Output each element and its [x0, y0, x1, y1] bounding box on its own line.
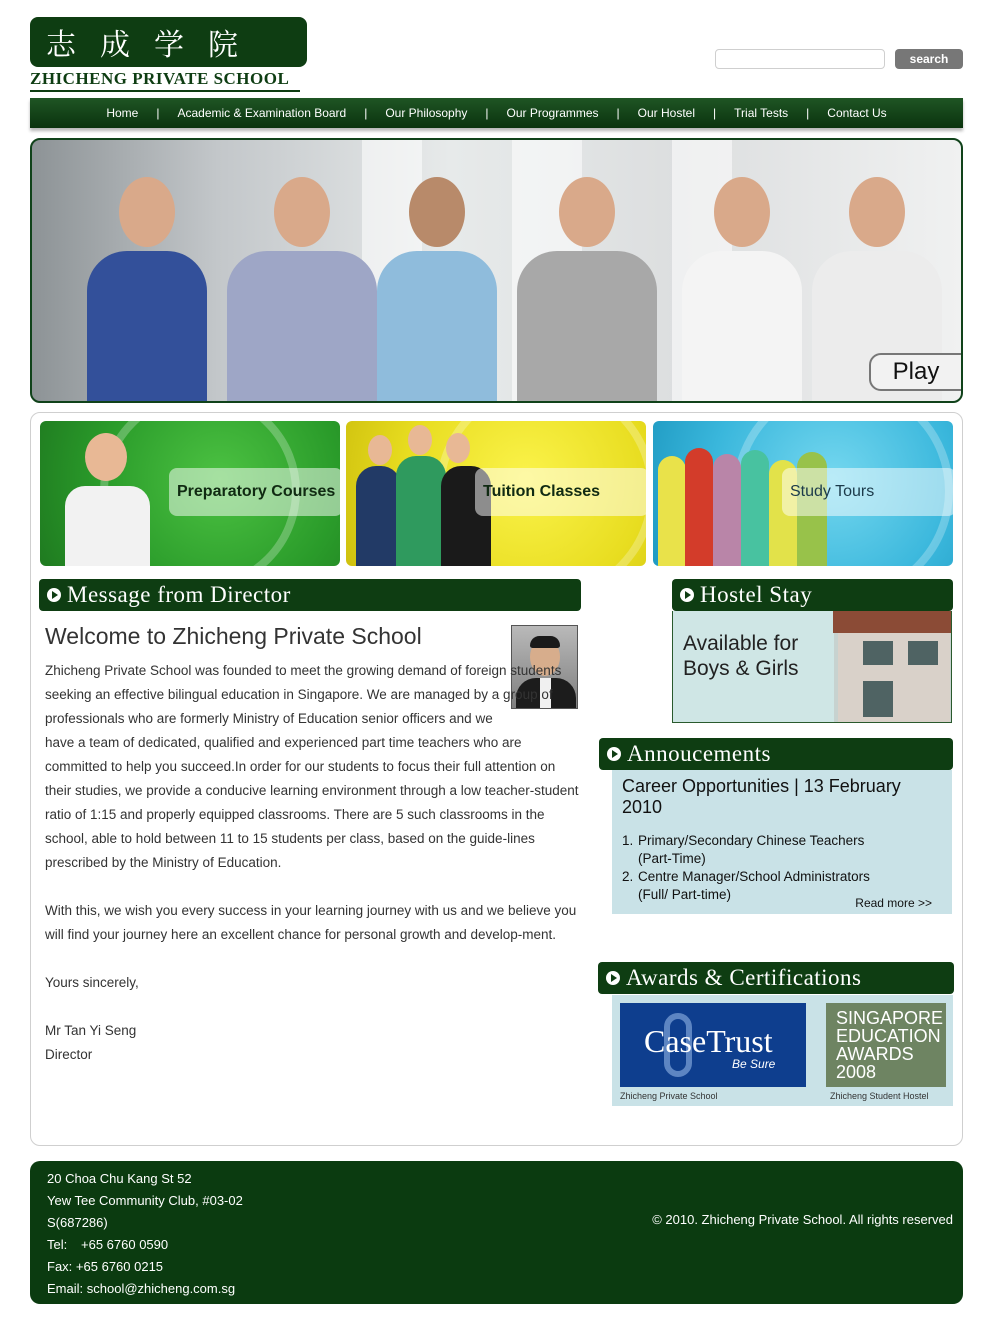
hero-student-photo: [517, 177, 657, 403]
promo-tuition-classes[interactable]: [346, 421, 646, 566]
nav-contact[interactable]: Contact Us: [827, 106, 887, 120]
message-closing: Yours sincerely,: [45, 975, 139, 990]
nav-separator: |: [156, 106, 160, 120]
nav-hostel[interactable]: Our Hostel: [637, 106, 696, 120]
nav-separator: |: [713, 106, 717, 120]
read-more-link[interactable]: Read more >>: [855, 896, 932, 910]
director-section-header: [39, 579, 581, 611]
main-nav: [30, 98, 963, 128]
section-title: Message from Director: [67, 582, 291, 607]
award-caption: Zhicheng Private School: [620, 1091, 718, 1101]
message-paragraph: With this, we wish you every success in your learning journey with us and we believe you will find your journey here an excellent chance for personal growth and develop-ment.: [45, 903, 577, 942]
promo-study-tours[interactable]: [653, 421, 953, 566]
announcement-list: [622, 832, 942, 904]
main-content: [30, 412, 963, 1146]
footer-address: 20 Choa Chu Kang St 52 Yew Tee Community Club, #03-02 S(687286) Tel: +65 6760 0590 Fax: +65 6760 0215 Email: school@zhicheng.com.sg: [47, 1168, 243, 1300]
casetrust-tagline: Be Sure: [732, 1057, 776, 1071]
footer: [30, 1161, 963, 1304]
logo-english: ZHICHENG PRIVATE SCHOOL: [30, 69, 290, 88]
section-title: Annoucements: [627, 741, 771, 766]
bullet-arrow-icon: [680, 588, 694, 602]
award-caption: Zhicheng Student Hostel: [830, 1091, 929, 1101]
nav-separator: |: [485, 106, 489, 120]
promo-label: Study Tours: [782, 468, 953, 516]
hostel-line: Available for: [683, 632, 799, 655]
nav-programmes[interactable]: Our Programmes: [506, 106, 599, 120]
hostel-banner[interactable]: [672, 611, 952, 723]
hero-student-photo: [227, 177, 377, 403]
message-paragraph: Zhicheng Private School was founded to meet the growing demand of foreign students seeking an effective bilingual education in Singapore. We are managed by a group of professionals who are formerly Ministry of Education senior officers and we: [45, 663, 562, 726]
director-name: Mr Tan Yi Seng: [45, 1023, 137, 1038]
promo-label: Tuition Classes: [475, 468, 646, 516]
bullet-arrow-icon: [606, 971, 620, 985]
casetrust-logo[interactable]: [620, 1003, 806, 1087]
logo-chinese: 志成学院: [30, 17, 307, 67]
footer-email[interactable]: Email: school@zhicheng.com.sg: [47, 1281, 236, 1296]
nav-trial-tests[interactable]: Trial Tests: [734, 106, 789, 120]
bullet-arrow-icon: [47, 588, 61, 602]
search-button[interactable]: search: [895, 49, 963, 69]
announcement-headline[interactable]: Career Opportunities | 13 February 2010: [622, 776, 901, 817]
nav-separator: |: [806, 106, 810, 120]
announcements-panel: [612, 770, 952, 914]
awards-section-header: [598, 962, 954, 994]
director-title: Director: [45, 1047, 93, 1062]
director-message: [45, 659, 585, 1067]
nav-separator: |: [364, 106, 368, 120]
promo-label: Preparatory Courses: [169, 468, 340, 516]
footer-fax: Fax: +65 6760 0215: [47, 1259, 164, 1274]
footer-copyright: © 2010. Zhicheng Private School. All rights reserved: [652, 1212, 953, 1227]
awards-panel: [612, 995, 953, 1106]
casetrust-name: CaseTrust: [644, 1023, 773, 1059]
hostel-section-header: [672, 579, 953, 611]
hero-student-photo: [377, 177, 497, 403]
education-awards-logo[interactable]: SINGAPORE EDUCATION AWARDS 2008: [826, 1003, 946, 1087]
promo-preparatory-courses[interactable]: [40, 421, 340, 566]
play-button[interactable]: Play: [869, 353, 963, 391]
hero-student-photo: [87, 177, 207, 403]
footer-tel: Tel: +65 6760 0590: [47, 1237, 169, 1252]
hero-banner: [30, 138, 963, 403]
hero-student-photo: [682, 177, 802, 403]
site-logo[interactable]: [30, 17, 310, 92]
message-paragraph: have a team of dedicated, qualified and experienced part time teachers who are committed to help you succeed.In order for our students to focus their full attention on their studies, we provide a conducive learning environment through a low teacher-student ratio of 1:15 and properly equipped classrooms. There are 5 such classrooms in the school, able to hold between 11 to 15 students per class, based on the guide-lines prescribed by the Ministry of Education.: [45, 735, 579, 870]
nav-separator: |: [616, 106, 620, 120]
nav-academic-board[interactable]: Academic & Examination Board: [177, 106, 347, 120]
nav-philosophy[interactable]: Our Philosophy: [385, 106, 468, 120]
section-title: Hostel Stay: [700, 582, 813, 607]
bullet-arrow-icon: [607, 747, 621, 761]
welcome-heading: Welcome to Zhicheng Private School: [45, 623, 422, 649]
list-item: 2. Centre Manager/School Administrators (Full/ Part-time): [622, 869, 870, 902]
announcements-section-header: [599, 738, 953, 770]
search-input[interactable]: [715, 49, 885, 69]
nav-home[interactable]: Home: [106, 106, 139, 120]
hostel-line: Boys & Girls: [683, 657, 799, 680]
search-bar: [715, 49, 963, 69]
section-title: Awards & Certifications: [626, 965, 862, 990]
list-item: 1. Primary/Secondary Chinese Teachers (Part-Time): [622, 833, 865, 866]
logo-underline: [30, 90, 300, 92]
hostel-text: [683, 631, 799, 681]
